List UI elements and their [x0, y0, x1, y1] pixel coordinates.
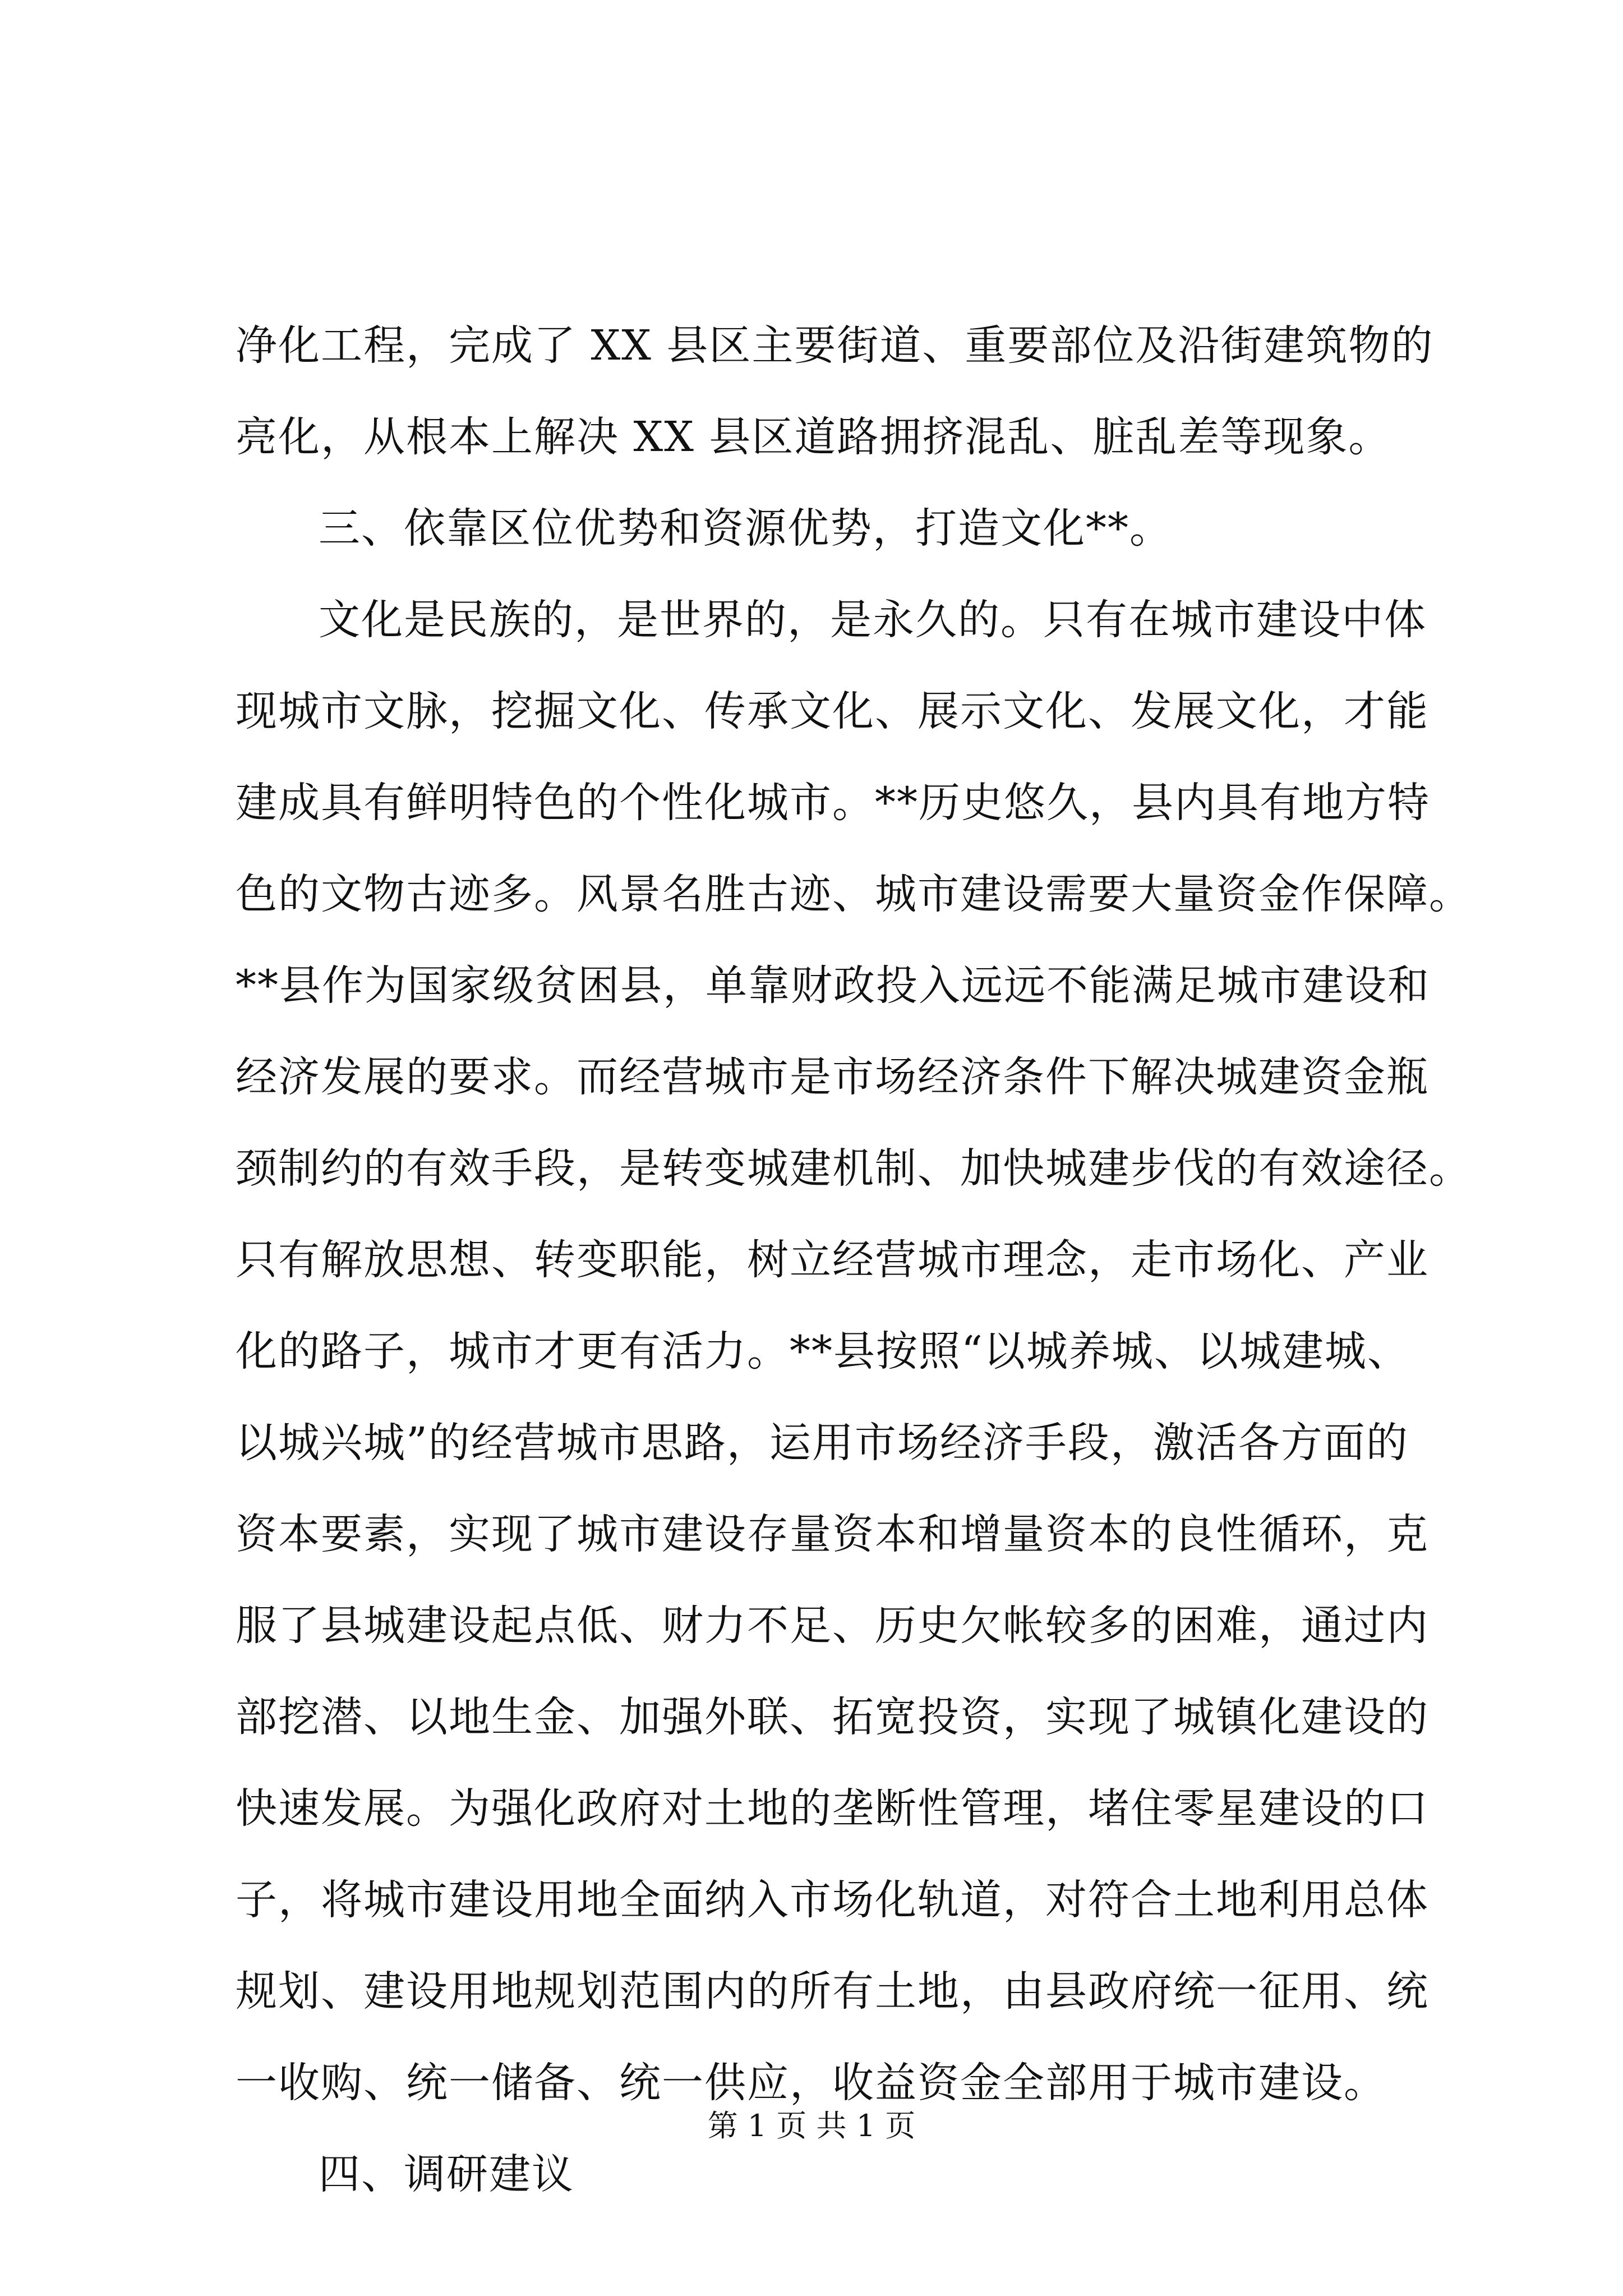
text-line: 规划、建设用地规划范围内的所有土地，由县政府统一征用、统 [236, 1967, 1429, 2016]
text-line: 净化工程，完成了 XX 县区主要街道、重要部位及沿街建筑物的 [236, 321, 1434, 370]
section-heading: 三、依靠区位优势和资源优势，打造文化**。 [319, 504, 1172, 553]
text-line: 化的路子，城市才更有活力。**县按照“以城养城、以城建城、 [236, 1327, 1410, 1375]
text-line: 一收购、统一储备、统一供应，收益资金全部用于城市建设。 [236, 2059, 1386, 2107]
text-line: 颈制约的有效手段，是转变城建机制、加快城建步伐的有效途径。 [236, 1144, 1472, 1193]
text-line: 以城兴城”的经营城市思路，运用市场经济手段，激活各方面的 [236, 1419, 1409, 1467]
text-line: 子，将城市建设用地全面纳入市场化轨道，对符合土地利用总体 [236, 1876, 1429, 1924]
text-line: 服了县城建设起点低、财力不足、历史欠帐较多的困难，通过内 [236, 1602, 1429, 1650]
text-line: 快速发展。为强化政府对土地的垄断性管理，堵住零星建设的口 [236, 1784, 1429, 1833]
document-body [236, 300, 1472, 2220]
page-number-footer: 第 1 页 共 1 页 [707, 2108, 916, 2143]
text-line: 建成具有鲜明特色的个性化城市。**历史悠久，县内具有地方特 [236, 779, 1430, 827]
text-line: 现城市文脉，挖掘文化、传承文化、展示文化、发展文化，才能 [236, 687, 1429, 735]
text-line: **县作为国家级贫困县，单靠财政投入远远不能满足城市建设和 [236, 961, 1430, 1010]
text-line: 部挖潜、以地生金、加强外联、拓宽投资，实现了城镇化建设的 [236, 1693, 1429, 1741]
text-line: 色的文物古迹多。风景名胜古迹、城市建设需要大量资金作保障。 [236, 870, 1472, 918]
text-line: 经济发展的要求。而经营城市是市场经济条件下解决城建资金瓶 [236, 1053, 1429, 1101]
text-line: 亮化，从根本上解决 XX 县区道路拥挤混乱、脏乱差等现象。 [236, 413, 1391, 461]
section-heading: 四、调研建议 [319, 2150, 574, 2198]
text-line: 只有解放思想、转变职能，树立经营城市理念，走市场化、产业 [236, 1236, 1429, 1284]
text-line: 资本要素，实现了城市建设存量资本和增量资本的良性循环，克 [236, 1510, 1429, 1558]
paragraph-first-line: 文化是民族的，是世界的，是永久的。只有在城市建设中体 [319, 596, 1427, 644]
